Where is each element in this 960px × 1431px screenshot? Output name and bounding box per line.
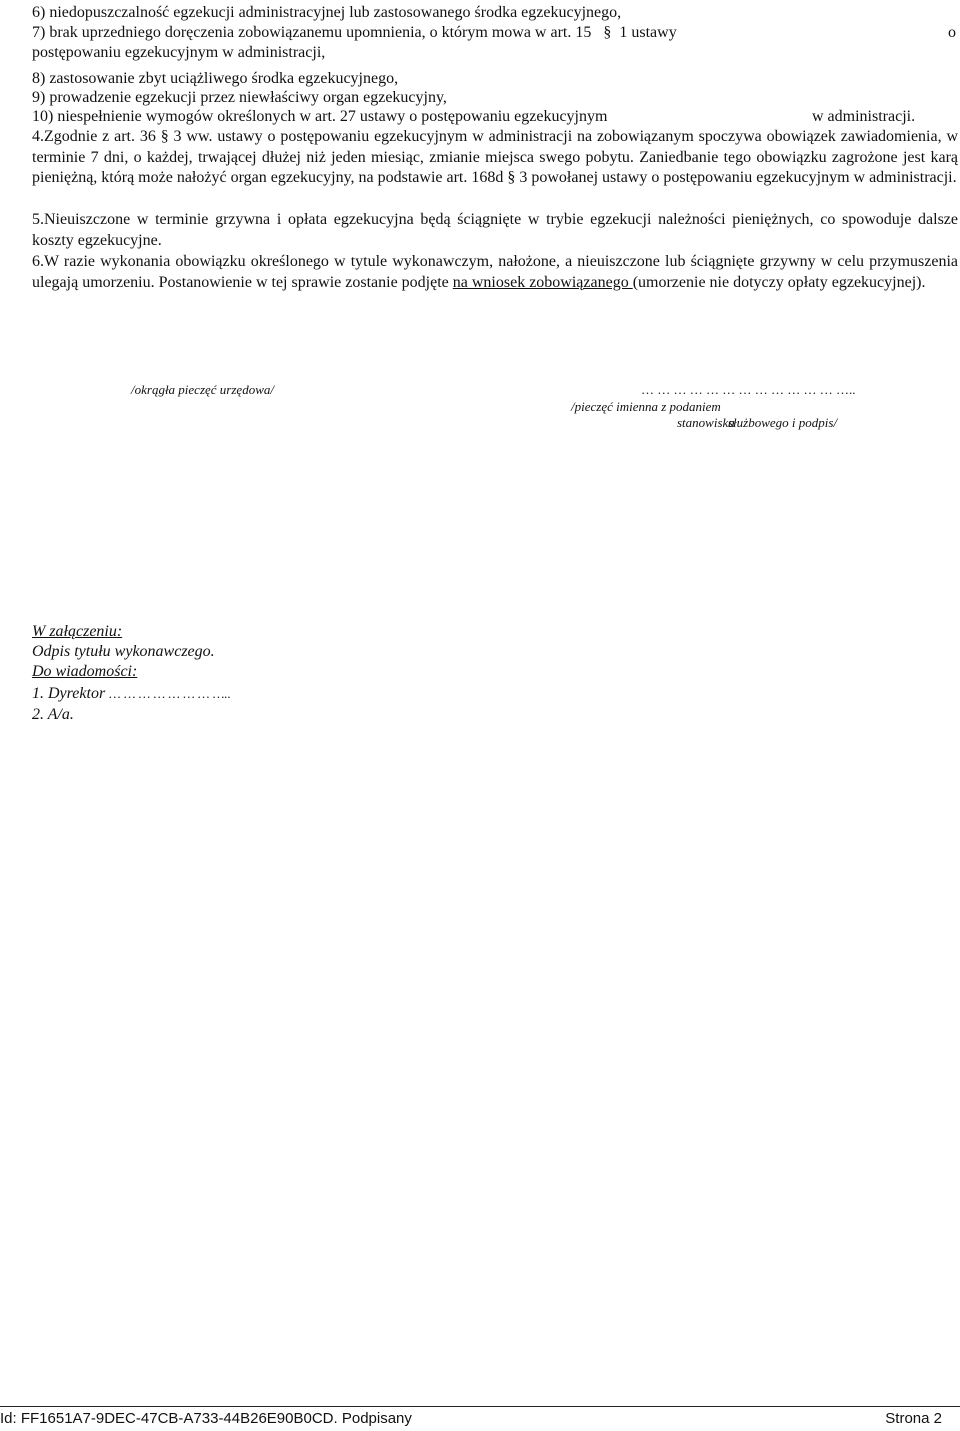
signature-caption-line2: stanowiska <box>677 415 735 430</box>
list-item-7-text: 7) brak uprzedniego doręczenia zobowiązanemu upomnienia, o którym mowa w art. 15 <box>32 24 592 41</box>
list-item-10-end: w administracji. <box>812 108 916 125</box>
document-id: Id: FF1651A7-9DEC-47CB-A733-44B26E90B0CD. Podpisany <box>0 1410 412 1427</box>
cc-item-1-dots: … … … … … … … ….. <box>109 686 231 701</box>
list-item-9: 9) prowadzenie egzekucji przez niewłaściwy organ egzekucyjny, <box>32 89 447 106</box>
official-stamp-placeholder: /okrągła pieczęć urzędowa/ <box>131 382 274 397</box>
cc-heading: Do wiadomości: <box>32 663 138 680</box>
paragraph-6-text: 6.W razie wykonania obowiązku określonego w tytule wykonawczym, nałożone, a nieuiszczone lub ściągnięte grzywny w celu przymuszenia ulegają umorzeniu. Postanowienie w tej sprawie zostanie podjęte <box>32 253 958 291</box>
cc-item-2: 2. A/a. <box>32 706 74 723</box>
list-item-10: 10) niespełnienie wymogów określonych w art. 27 ustawy o postępowaniu egzekucyjnym <box>32 108 608 125</box>
list-item-8: 8) zastosowanie zbyt uciążliwego środka egzekucyjnego, <box>32 70 399 87</box>
section-sign: § <box>603 24 612 41</box>
signature-dots: … … … … … … … … … … … … ….. <box>641 382 856 397</box>
list-item-7-continued: postępowaniu egzekucyjnym w administracji, <box>32 44 326 61</box>
list-item-7-o: o <box>948 24 956 41</box>
list-item-7 <box>32 23 677 43</box>
list-item-7-ustawy: 1 ustawy <box>619 24 677 41</box>
paragraph-6-underlined: na wniosek zobowiązanego <box>452 273 633 291</box>
list-item-6: 6) niedopuszczalność egzekucji administracyjnej lub zastosowanego środka egzekucyjnego, <box>32 4 622 21</box>
attachment-item: Odpis tytułu wykonawczego. <box>32 643 215 660</box>
cc-item-1-label: 1. Dyrektor <box>32 685 106 702</box>
attachments-heading: W załączeniu: <box>32 623 123 640</box>
page-number: Strona 2 <box>885 1410 942 1427</box>
cc-item-1 <box>32 684 231 704</box>
signature-caption-line1: /pieczęć imienna z podaniem <box>571 399 721 414</box>
paragraph-6-end: (umorzenie nie dotyczy opłaty egzekucyjnej). <box>632 273 926 291</box>
signature-caption-line2b: służbowego i podpis/ <box>728 415 838 430</box>
footer-rule <box>0 1406 960 1407</box>
paragraph-6 <box>32 252 958 293</box>
paragraph-5: 5.Nieuiszczone w terminie grzywna i opłata egzekucyjna będą ściągnięte w trybie egzekucji należności pieniężnych, co spowoduje dalsze koszty egzekucyjne. <box>32 211 958 249</box>
paragraph-4: 4.Zgodnie z art. 36 § 3 ww. ustawy o postępowaniu egzekucyjnym w administracji na zobowiązanym spoczywa obowiązek zawiadomienia, w terminie 7 dni, o każdej, trwającej dłużej niż jeden miesiąc, zmianie miejsca swego pobytu. Zaniedbanie tego obowiązku zagrożone jest karą pieniężną, którą może nałożyć organ egzekucyjny, na podstawie art. 168d § 3 powołanej ustawy o postępowaniu egzekucyjnym w administracji. <box>32 128 958 186</box>
